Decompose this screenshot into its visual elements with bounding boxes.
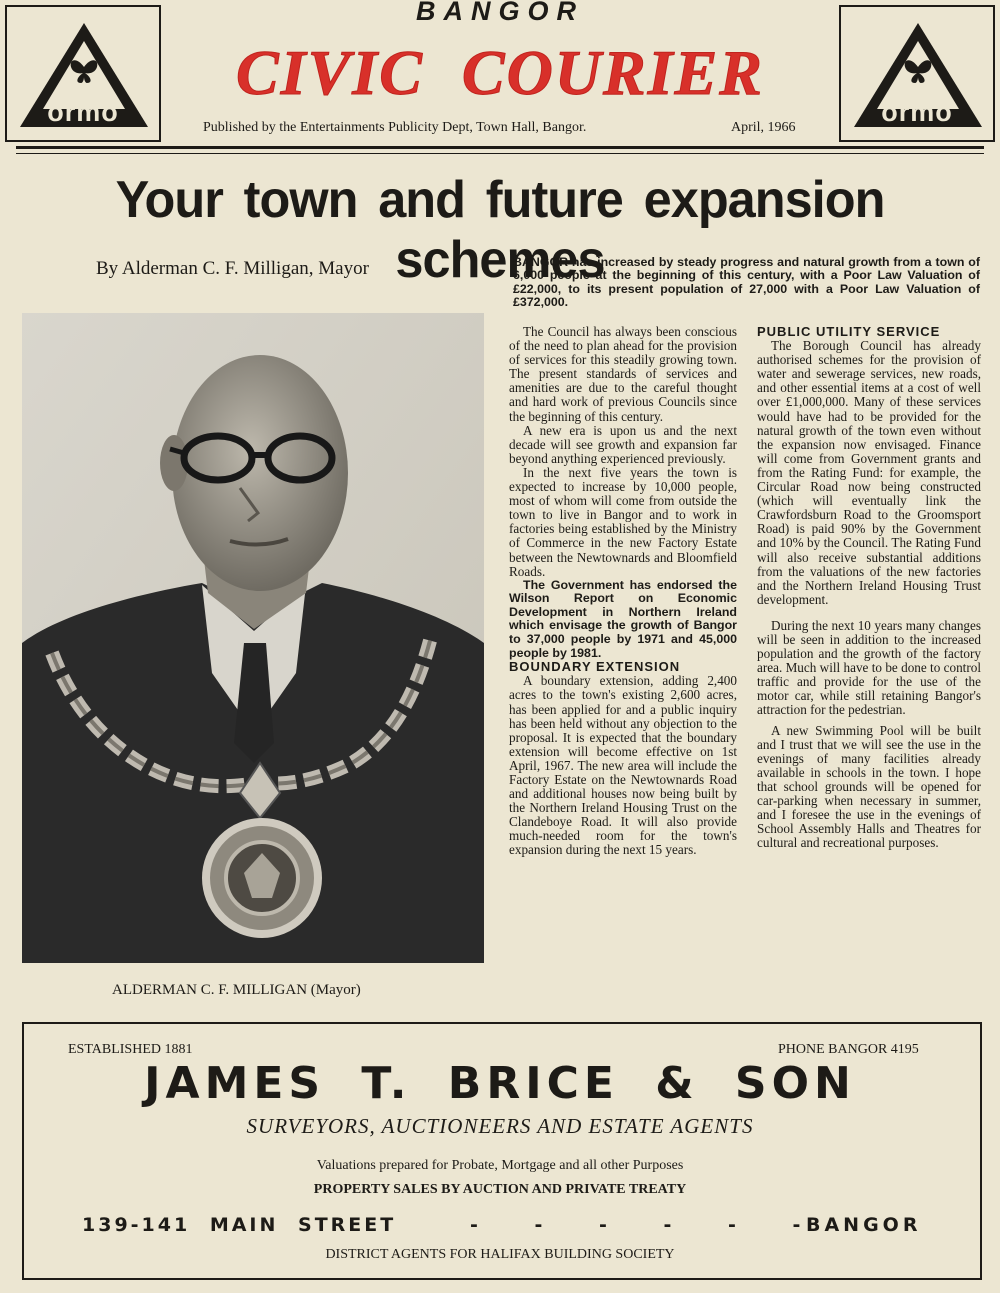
- ad-company-name: JAMES T. BRICE & SON: [144, 1058, 856, 1109]
- article-paragraph: The Borough Council has already authorised schemes for the provision of water and sewerage services, new roads, and other essential items at a cost of well over £1,000,000. Many of these services would have had to be provided for the natural growth of the town even without the expansion now envisaged. Finance will come from Government grants and from the Rating Fund: for example, the Circular Road now being constructed (which will eventually link the Crawfordsburn Road to the Groomsport Road) is paid 90% by the Government and 10% by the Council. The Rating Fund will also receive substantial additions from the valuations of the new factories and the Northern Ireland Housing Trust development.: [757, 338, 981, 607]
- ormo-logo-text: ormo: [47, 97, 119, 127]
- ad-agents-line: DISTRICT AGENTS FOR HALIFAX BUILDING SOCIETY: [325, 1247, 675, 1262]
- ad-address-dashes: - - - - - -: [470, 1214, 804, 1236]
- article-paragraph: A new Swimming Pool will be built and I trust that we will see the use in the evenings of many facilities already available in schools in the town. I hope that school grounds will be opened for car-parking when necessary in summer, and I foresee the use in the evenings of School Assembly Halls and Theatres for cultural and recreational purposes.: [757, 722, 981, 851]
- ad-established: ESTABLISHED 1881: [68, 1042, 193, 1057]
- photo-caption: ALDERMAN C. F. MILLIGAN (Mayor): [112, 982, 361, 998]
- article-paragraph: A boundary extension, adding 2,400 acres to the town's existing 2,600 acres, has been applied for and a public inquiry has been held without any objection to the proposal. It is expected that the boundary extension will become effective on 1st April, 1967. The new area will include the Factory Estate on the Newtownards Road and additional houses now being built by the Northern Ireland Housing Trust on the Clandeboye Road. It will also provide much-needed room for the town's expansion during the next 15 years.: [509, 673, 737, 858]
- publisher-line: Published by the Entertainments Publicity Dept, Town Hall, Bangor.: [203, 120, 587, 135]
- ad-address-street: 139-141 MAIN STREET: [82, 1214, 397, 1236]
- article-paragraph: The Council has always been conscious of the need to plan ahead for the provision of services for this steadily growing town. The present standards of services and amenities are due to the careful thought and hard work of previous Councils since the beginning of this century.: [509, 324, 737, 424]
- article-column-1: [509, 325, 737, 858]
- masthead-rule-thin: [16, 153, 984, 154]
- masthead-town: BANGOR: [416, 0, 584, 26]
- mayor-portrait-photo: [22, 313, 484, 963]
- issue-date: April, 1966: [731, 120, 796, 135]
- section-heading-boundary-extension: BOUNDARY EXTENSION: [509, 659, 681, 675]
- ad-valuations-line: Valuations prepared for Probate, Mortgage and all other Purposes: [316, 1158, 684, 1173]
- article-paragraph: During the next 10 years many changes will be seen in addition to the increased population and the growth of the factory area. Much will have to be done to control traffic and provide for the use of the motor car, while still retaining Bangor's attraction for the pedestrian.: [757, 617, 981, 718]
- page-headline: Your town and future expansion schemes: [115, 171, 885, 289]
- portrait-illustration: [22, 313, 484, 963]
- article-lead: BANGOR has increased by steady progress and natural growth from a town of 6,000 people at the beginning of this century, with a Poor Law Valuation of £22,000, to its present population of 27,000 with a Poor Law Valuation of £372,000.: [513, 255, 980, 310]
- masthead-title: CIVIC COURIER: [236, 37, 764, 108]
- ad-phone: PHONE BANGOR 4195: [778, 1042, 919, 1057]
- section-heading-public-utility: PUBLIC UTILITY SERVICE: [757, 324, 941, 339]
- article-highlight-paragraph: The Government has endorsed the Wilson Report on Economic Development in Northern Ireland which envisage the growth of Bangor to 37,000 people by 1971 and 45,000 people by 1981.: [509, 577, 737, 660]
- masthead-rule: [16, 146, 984, 149]
- article-paragraph: In the next five years the town is expected to increase by 10,000 people, most of whom will come from outside the town to live in Bangor and to work in factories being established by the Ministry of Commerce in the new Factory Estate between the Newtownards and Bloomfield Roads.: [509, 464, 737, 579]
- article-column-2: [757, 325, 981, 850]
- ormo-logo-text: ormo: [881, 97, 953, 127]
- ad-address-town: BANGOR: [806, 1214, 922, 1236]
- byline: By Alderman C. F. Milligan, Mayor: [96, 258, 369, 279]
- ad-trade-line: SURVEYORS, AUCTIONEERS AND ESTATE AGENTS: [246, 1114, 754, 1138]
- article-paragraph: A new era is upon us and the next decade will see growth and expansion far beyond anything experienced previously.: [509, 422, 737, 466]
- ad-sales-line: PROPERTY SALES BY AUCTION AND PRIVATE TREATY: [313, 1182, 687, 1197]
